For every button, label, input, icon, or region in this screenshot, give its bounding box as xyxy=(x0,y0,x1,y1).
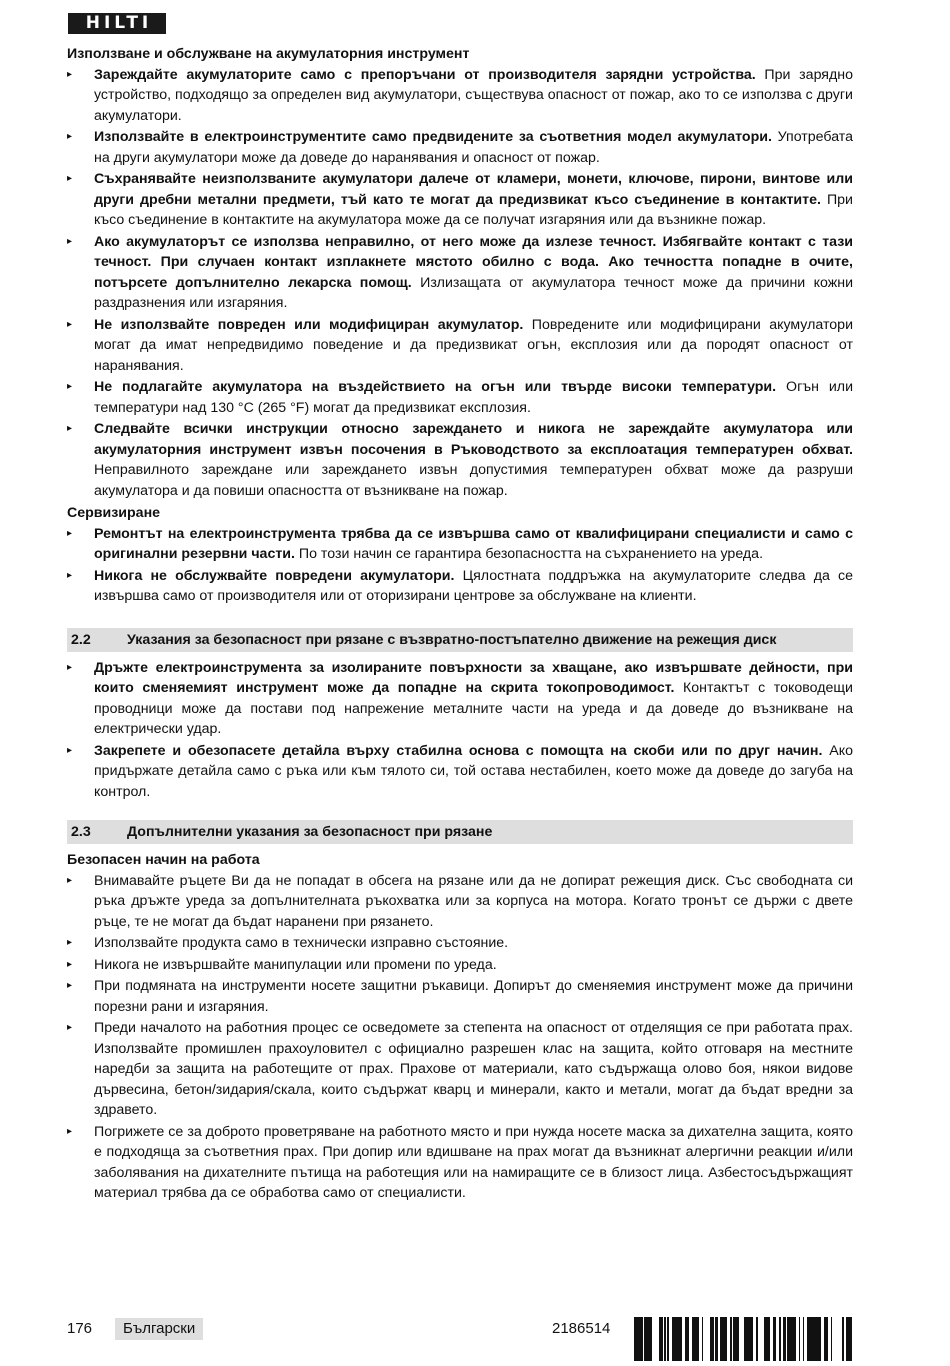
item-text: Цялостната поддръжка на акумулаторите следва да се извършва само от производителя или от оторизирани центрове за обслужване на клиенти. xyxy=(94,567,853,604)
bullet-icon: ▸ xyxy=(67,381,73,392)
item-bold-text: Не подлагайте акумулатора на въздействието на огън или твърде високи температури. xyxy=(94,379,777,395)
battery-use-list xyxy=(67,65,853,502)
list-item xyxy=(67,315,853,377)
bullet-icon: ▸ xyxy=(67,744,73,756)
item-text: Внимавайте ръцете Ви да не попадат в обсега на рязане или да не допират режещия диск. Със свободната си ръка дръжте уреда за допълнителната ръкохватка или за корпуса на мотора. Когато тронът се държи с двете ръце, те не могат да бъдат наранени при рязането. xyxy=(94,872,853,930)
safe-work-heading: Безопасен начин на работа xyxy=(67,852,260,868)
list-item xyxy=(67,1018,853,1121)
item-text: Повредените или модифицирани акумулатори могат да имат непредвидимо поведение и да предизвикат огън, експлозия или да породят опасност от наранявания. xyxy=(94,316,853,374)
item-bold-text: Не използвайте повреден или модифициран акумулатор. xyxy=(94,316,524,333)
list-item xyxy=(67,658,853,740)
item-text: Никога не извършвайте манипулации или промени по уреда. xyxy=(94,956,497,973)
item-bold-text: Съхранявайте неизползваните акумулатори далече от кламери, монети, ключове, пирони, винтове или други дребни метални предмети, тъй като те могат да предизвикат късо съединение в контактите. xyxy=(94,171,853,208)
item-text: Огън или температури над 130 °C (265 °F) могат да предизвикат експлозия. xyxy=(94,379,853,416)
item-text: Употребата на други акумулатори може да доведе до наранявания и опасност от пожар. xyxy=(94,129,853,166)
servicing-list xyxy=(67,524,853,607)
servicing-heading: Сервизиране xyxy=(67,505,161,521)
bullet-icon: ▸ xyxy=(67,131,73,142)
page-footer xyxy=(67,1319,853,1359)
list-item xyxy=(67,933,853,954)
bullet-icon: ▸ xyxy=(67,235,73,247)
page-content xyxy=(67,44,853,1206)
bullet-icon: ▸ xyxy=(67,569,73,581)
section-title: Указания за безопасност при рязане с възвратно-постъпателно движение на режещия диск xyxy=(127,631,777,648)
list-item xyxy=(67,419,853,501)
item-bold-text: Закрепете и обезопасете детайла върху стабилна основа с помощта на скоби или по друг начин. xyxy=(94,742,823,759)
list-item xyxy=(67,976,853,1017)
item-bold-text: Следвайте всички инструкции относно зареждането и никога не зареждайте акумулатора или акумулаторния инструмент извън посочения в Ръководството за експлоатация температурен обхват. xyxy=(94,421,853,458)
bullet-icon: ▸ xyxy=(67,661,73,673)
section-title: Допълнителни указания за безопасност при рязане xyxy=(127,824,493,840)
list-item xyxy=(67,65,853,127)
barcode-image xyxy=(634,1317,852,1361)
bullet-icon: ▸ xyxy=(67,68,73,80)
bullet-icon: ▸ xyxy=(67,318,73,330)
list-item xyxy=(67,741,853,803)
item-bold-text: Никога не обслужвайте повредени акумулатори. xyxy=(94,567,455,584)
language-label: Български xyxy=(115,1318,203,1340)
section-2-3-list xyxy=(67,871,853,1204)
item-text: Използвайте продукта само в технически изправно състояние. xyxy=(94,935,509,951)
list-item xyxy=(67,127,853,168)
item-bold-text: Зареждайте акумулаторите само с препоръчани от производителя зарядни устройства. xyxy=(94,66,756,83)
battery-use-heading: Използване и обслужване на акумулаторния инструмент xyxy=(67,46,470,62)
item-text: Контактът с тоководещи проводници може да постави под напрежение металните части на уреда и да доведе до възникване на електрически удар. xyxy=(94,680,853,737)
item-bold-text: Използвайте в електроинструментите само предвидените за съответния модел акумулатори. xyxy=(94,129,772,145)
bullet-icon: ▸ xyxy=(67,874,73,886)
item-text: Неправилното зареждане или зареждането извън допустимия температурен обхват може да разруши акумулатора и да повиши опасността от възникване на пожар. xyxy=(94,462,853,499)
item-text: При подмяната на инструменти носете защитни ръкавици. Допирът до сменяемия инструмент може да причини порезни рани и изгаряния. xyxy=(94,978,853,1015)
logo-text: HILTI xyxy=(85,13,153,33)
bullet-icon: ▸ xyxy=(67,1125,73,1137)
hilti-logo xyxy=(68,13,166,34)
item-bold-text: Ремонтът на електроинструмента трябва да се извършва само от квалифицирани специалисти и само с оригинални резервни части. xyxy=(94,525,853,562)
item-text: Излизащата от акумулатора течност може да причини кожни раздразнения или изгаряния. xyxy=(94,274,853,311)
item-text: Ако придържате детайла само с ръка или към тялото си, той остава нестабилен, което може да доведе до загуба на контрол. xyxy=(94,742,853,800)
page-number: 176 xyxy=(67,1320,93,1337)
bullet-icon: ▸ xyxy=(67,423,73,434)
list-item xyxy=(67,566,853,607)
item-text: При късо съединение в контактите на акумулатора може да се получат изгаряния или да възникне пожар. xyxy=(94,191,853,228)
section-2-2-list xyxy=(67,658,853,803)
section-number: 2.3 xyxy=(71,824,91,840)
item-text: Погрижете се за доброто проветряване на работното място и при нужда носете маска за дихателна защита, която е подходяща за съответния прах. При допир или вдишване на прах могат да възникнат алергични реакции и/или заболявания на дихателните пътища на работещия или на намиращите се в близост лица. Азбестосъдържащият материал трябва да се обработва само от специалисти. xyxy=(94,1123,853,1201)
bullet-icon: ▸ xyxy=(67,173,73,184)
item-text: Преди началото на работния процес се осведомете за степента на опасност от отделящия се при работата прах. Използвайте промишлен прахоуловител с официално разрешен клас на защита, който отговаря на местните наредби за защита на работещите от прах. Прахове от материали, като съдържаща олово боя, някои видове дървесина, бетон/зидария/скала, които съдържат кварц и минерали, както и метали, могат да бъдат вредни за здравето. xyxy=(94,1020,853,1118)
item-text: При зарядно устройство, подходящо за определен вид акумулатори, съществува опасност от пожар, ако то се използва с други акумулатори. xyxy=(94,66,853,124)
list-item xyxy=(67,955,853,976)
item-text: По този начин се гарантира безопасността на съхранението на уреда. xyxy=(294,546,764,562)
item-bold-text: Ако акумулаторът се използва неправилно, от него може да излезе течност. Избягвайте контакт с тази течност. При случаен контакт изплакнете мястото обилно с вода. Ако течността попадне в очите, потърсете допълнително лекарска помощ. xyxy=(94,233,853,291)
list-item xyxy=(67,169,853,231)
bullet-icon: ▸ xyxy=(67,1022,73,1033)
section-2-3-heading xyxy=(67,820,853,844)
document-number: 2186514 xyxy=(552,1320,611,1337)
bullet-icon: ▸ xyxy=(67,958,73,970)
section-number: 2.2 xyxy=(71,631,91,648)
bullet-icon: ▸ xyxy=(67,527,73,539)
bullet-icon: ▸ xyxy=(67,980,73,991)
list-item xyxy=(67,524,853,565)
list-item xyxy=(67,232,853,314)
bullet-icon: ▸ xyxy=(67,937,73,948)
section-2-2-heading xyxy=(67,628,853,652)
item-bold-text: Дръжте електроинструмента за изолираните повърхности за хващане, ако извършвате дейности, при които сменяемият инструмент може да попадне на скрита токопроводимост. xyxy=(94,659,853,696)
list-item xyxy=(67,871,853,933)
list-item xyxy=(67,1122,853,1204)
list-item xyxy=(67,377,853,418)
